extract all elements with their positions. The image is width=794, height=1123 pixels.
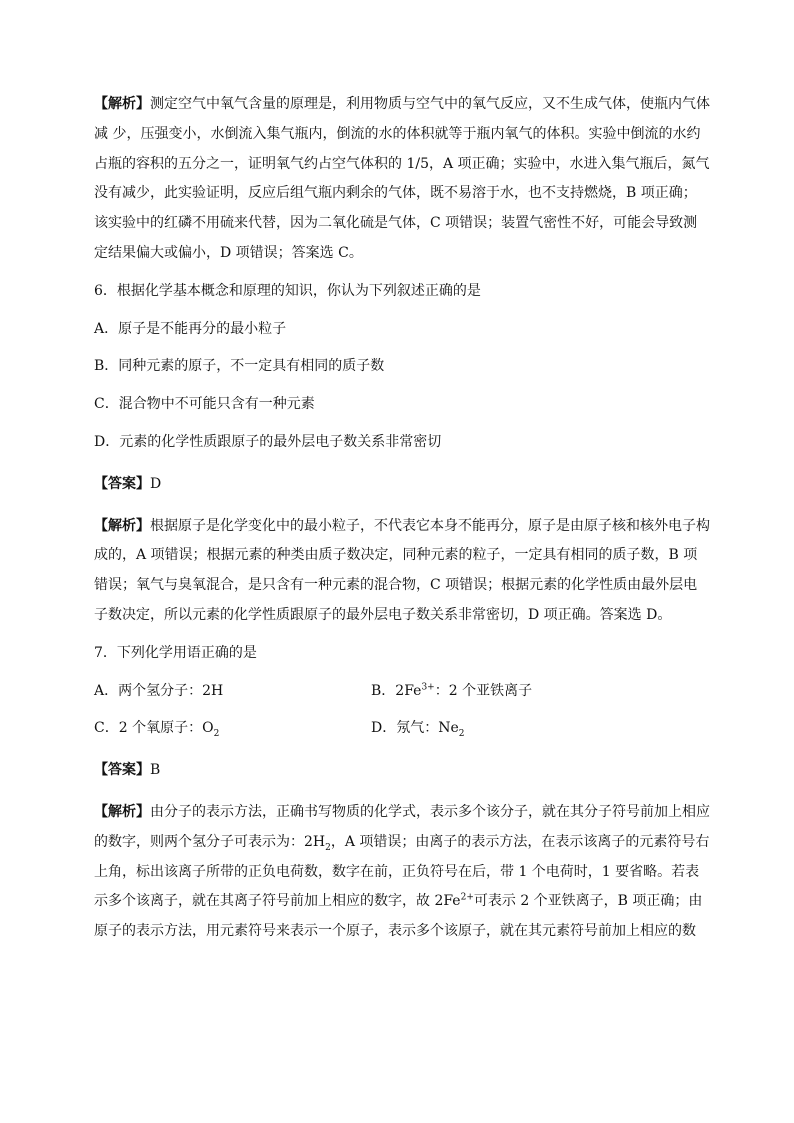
q5-analysis xyxy=(94,90,710,269)
analysis-text: ，A 项错误；由离子的表示方法，在表示该离子的元素符号右上角，标出该离子所带的正负电荷数，数字在前，正负符号在后，带 1 个电荷时，1 要省略。若表示多个该离子，就在其离子符号前加上相应的数字，故 2Fe xyxy=(94,833,710,910)
q7-options-row-2 xyxy=(94,714,710,744)
q7-option-d xyxy=(371,714,648,744)
q6-option-b: B．同种元素的原子，不一定具有相同的质子数 xyxy=(94,358,385,375)
q6-answer xyxy=(94,470,710,500)
analysis-tag: 【解析】 xyxy=(94,803,150,820)
option-formula: O xyxy=(202,720,214,737)
q7-answer xyxy=(94,756,710,786)
answer-tag: 【答案】 xyxy=(94,762,150,779)
analysis-text: 可表示 2 个亚铁离子，B 项正确；由原子的表示方法，用元素符号来表示一个原子，表示多个该原子，就在其元素符号前加上相应的数 xyxy=(94,893,703,940)
q7-options-row-1 xyxy=(94,677,710,707)
answer-value: D xyxy=(150,475,162,492)
answer-value: B xyxy=(150,762,161,779)
analysis-tag: 【解析】 xyxy=(94,96,150,112)
q7-option-a xyxy=(94,677,371,707)
q6-option-d: D．元素的化学性质跟原子的最外层电子数关系非常密切 xyxy=(94,433,442,450)
analysis-tag: 【解析】 xyxy=(94,517,150,534)
analysis-text: 测定空气中氧气含量的原理是，利用物质与空气中的氧气反应，又不生成气体，使瓶内气体减 少，压强变小，水倒流入集气瓶内，倒流的水的体积就等于瓶内氧气的体积。实验中倒流的水约占瓶的容积的五分之一，证明氧气约占空气体积的 1/5，A 项正确；实验中，水进入集气瓶后，氮气没有减少，此实验证明，反应后组气瓶内剩余的气体，既不易溶于水，也不支持燃烧，B 项正确；该实验中的红磷不用硫来代替，因为二氧化硫是气体，C 项错误；装置气密性不好，可能会导致测定结果偏大或偏小，D 项错误；答案选 C。 xyxy=(94,96,710,261)
q7-option-c xyxy=(94,714,371,744)
option-text: ：2 个亚铁离子 xyxy=(434,682,533,699)
option-label: B． xyxy=(371,682,396,699)
option-formula: 2H xyxy=(202,682,224,699)
option-formula: 2Fe xyxy=(395,682,422,699)
formula-subscript: 2 xyxy=(325,842,331,853)
q7-option-b xyxy=(371,677,648,707)
option-label: D．氖气： xyxy=(371,720,439,737)
charge-superscript: 3+ xyxy=(421,681,435,692)
formula-subscript: 2 xyxy=(458,729,465,740)
analysis-text: 根据原子是化学变化中的最小粒子，不代表它本身不能再分，原子是由原子核和核外电子构成的，A 项错误；根据元素的种类由质子数决定，同种元素的粒子，一定具有相同的质子数，B 项错误；氧气与臭氧混合，是只含有一种元素的混合物，C 项错误；根据元素的化学性质由最外层电子数决定，所以元素的化学性质跟原子的最外层电子数关系非常密切，D 项正确。答案选 D。 xyxy=(94,517,710,623)
option-formula: Ne xyxy=(438,720,459,737)
option-label: C．2 个氧原子： xyxy=(94,720,203,737)
option-label: A．两个氢分子： xyxy=(94,682,203,699)
q7-question: 7．下列化学用语正确的是 xyxy=(94,644,257,661)
charge-superscript: 2+ xyxy=(460,892,474,903)
q6-option-c: C．混合物中不可能只含有一种元素 xyxy=(94,396,315,413)
analysis-text: 由分子的表示方法，正确书写物质的化学式，表示多个该分子，就在其分子符号前加上相应的数字，则两个氢分子可表示为：2H xyxy=(94,803,710,850)
document-page xyxy=(94,90,710,947)
q7-analysis xyxy=(94,798,710,947)
formula-subscript: 2 xyxy=(213,729,220,740)
q6-analysis xyxy=(94,512,710,631)
answer-tag: 【答案】 xyxy=(94,475,150,492)
q6-question: 6．根据化学基本概念和原理的知识，你认为下列叙述正确的是 xyxy=(94,282,481,299)
q6-option-a: A．原子是不能再分的最小粒子 xyxy=(94,320,287,337)
